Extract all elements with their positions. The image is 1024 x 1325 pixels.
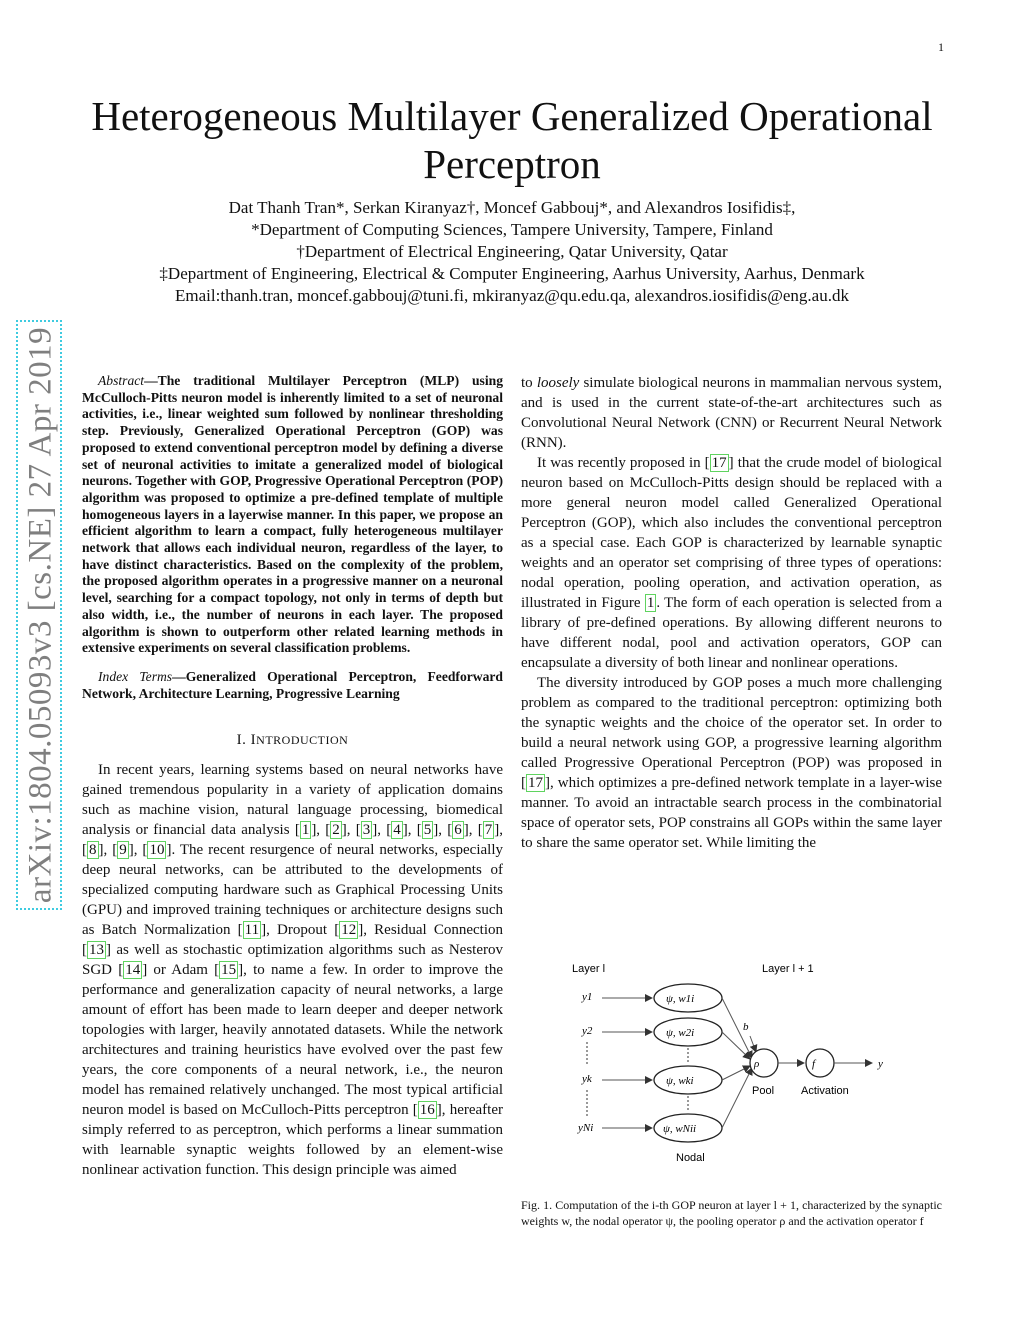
right-text-emphasis: loosely xyxy=(536,375,580,391)
output-label: y xyxy=(878,1058,883,1070)
left-column xyxy=(82,373,503,1180)
abstract-label: Abstract xyxy=(98,373,145,388)
arxiv-stamp xyxy=(16,320,66,910)
right-column xyxy=(521,373,942,853)
index-terms-text: —Generalized Operational Perceptron, Feedforward Network, Architecture Learning, Progressive Learning xyxy=(82,668,503,701)
intro-text-1: In recent years, learning systems based on neural networks have gained tremendous popularity in a variety of application domains such as machine vision, natural language processing, biomedical analysis or financial data analysis xyxy=(82,762,503,839)
citation-15[interactable]: 15 xyxy=(221,962,237,979)
caption-text: Computation of the i-th GOP neuron at layer l + 1, characterized by the synaptic weights w, the nodal operator ψ, the pooling operator ρ and the activation operator f xyxy=(521,1198,943,1228)
right-text-3a: The diversity introduced by GOP poses a much more challenging problem as compared to the traditional perceptron: optimizing both the synaptic weights and the choice of the operator set. In order to build a neural network using GOP, a progressive learning algorithm called Progressive Operational Perceptron (POP) was proposed in xyxy=(521,675,942,771)
index-terms xyxy=(82,669,503,702)
nodal-label: Nodal xyxy=(676,1152,705,1164)
right-text-2c: . The form of each operation is selected from a library of pre-defined operations. By allowing different neurons to have different nodal, pool and activation operators, GOP can encapsulate a diversity of both linear and nonlinear operations. xyxy=(521,595,942,671)
author-block xyxy=(80,197,944,307)
citation-3[interactable]: 3 xyxy=(362,822,371,839)
affiliation-qatar: †Department of Electrical Engineering, Qatar University, Qatar xyxy=(296,242,728,261)
nodal-label-1: ψ, w1i xyxy=(666,993,695,1005)
input-yk: yk xyxy=(582,1073,592,1085)
layer-l1-label: Layer l + 1 xyxy=(762,963,814,975)
nodal-label-2: ψ, w2i xyxy=(666,1027,695,1039)
section-title-first-letter: I xyxy=(250,732,257,749)
intro-text-5: as well as stochastic optimization algorithms such as Nesterov SGD xyxy=(82,942,503,979)
citation-17[interactable]: 17 xyxy=(711,455,727,471)
bias-label: b xyxy=(743,1021,749,1033)
intro-text-6: or Adam xyxy=(147,962,215,979)
citation-16[interactable]: 16 xyxy=(419,1102,435,1119)
citation-6[interactable]: 6 xyxy=(454,822,462,839)
right-text-1a: to xyxy=(521,375,537,391)
edge-bias-pool xyxy=(750,1036,756,1052)
input-y2: y2 xyxy=(582,1025,593,1037)
intro-paragraph: In recent years, learning systems based on neural networks have gained tremendous popularity in a variety of application domains such as machine vision, natural language processing, biomedical analysis or financial data analysis [ 1 ], [ 2 ], [ 3 ], [ 4 ], [ 5 ], [ 6 ], [ 7 ], [ 8 ], [ 9 ], [ 10 ]. The recent resurgence of neural networks, especially deep neural networks, can be attributed to the developments of specialized computing hardware such as Graphical Processing Units (GPU) and improved training techniques or architecture designs such as Batch Normalization [ 11 ], Dropout [ 12 ], Residual Connection [ 13 ] as well as stochastic optimization algorithms such as Nesterov SGD [ 14 ] or Adam [ 15 ], to name a few. In order to improve the performance and generalization capacity of neural networks, a large amount of effort has been made to learn deeper and deeper network topologies with larger, heavily annotated datasets. While the network architectures and training heuristics have evolved over the past few years, the core components of a neural network, i.e., the neuron model has remained relatively unchanged. The most typical artificial neuron model is based on McCulloch-Pitts perceptron [ 16 ], hereafter simply referred to as perceptron, which performs a linear summation with learnable synaptic weights followed by an element-wise nonlinear activation function. This design principle was aimed xyxy=(82,762,504,1179)
input-y1: y1 xyxy=(582,991,593,1003)
affiliation-aarhus: ‡Department of Engineering, Electrical & Computer Engineering, Aarhus University, Aarhus, Denmark xyxy=(159,264,865,283)
gop-neuron-diagram xyxy=(540,958,930,1168)
right-text-3b: , which optimizes a pre-defined network template in a layer-wise manner. To avoid an intractable search process in the combinatorial space of operator sets, POP constrains all GOPs within the same layer to share the same operator set. While limiting the xyxy=(521,775,942,851)
right-text-1b: simulate biological neurons in mammalian nervous system, and is used in the current state-of-the-art architectures such as Convolutional Neural Network (CNN) or Recurrent Neural Network (RNN). xyxy=(521,375,942,451)
section-number: I. xyxy=(236,732,247,749)
input-yNi: yNi xyxy=(578,1122,594,1134)
nodal-label-k: ψ, wki xyxy=(666,1075,694,1087)
intro-text-8: , hereafter simply referred to as perceptron, which performs a linear summation with learnable synaptic weights followed by an element-wise nonlinear activation function. This design principle was aimed xyxy=(82,1102,503,1179)
edge-nodek-pool xyxy=(722,1066,750,1080)
abstract-text: —The traditional Multilayer Perceptron (MLP) using McCulloch-Pitts neuron model is inherently limited to a set of neuronal activities, i.e., linear weighted sum followed by nonlinear thresholding step. Previously, Generalized Operational Perceptron (GOP) was proposed to extend conventional perceptron model by defining a diverse set of neuronal activities to imitate a generalized model of biological neurons. Together with GOP, Progressive Operational Perceptron (POP) algorithm was proposed to optimize a pre-defined template of multiple homogeneous layers in a layerwise manner. In this paper, we propose an efficient algorithm to learn a compact, fully heterogeneous multilayer network that allows each individual neuron, regardless of the layer, to have distinct characteristics. Based on the complexity of the problem, the proposed algorithm operates in a progressive manner on a neuronal level, searching for a compact topology, not only in terms of depth but also width, i.e., the number of neurons in each layer. The proposed algorithm is shown to outperform other related learning methods in extensive experiments on several classification problems. xyxy=(82,373,503,656)
paper-title xyxy=(80,92,944,188)
citation-14[interactable]: 14 xyxy=(125,962,141,979)
citation-4[interactable]: 4 xyxy=(393,822,401,839)
section-heading-introduction xyxy=(82,730,503,750)
citation-1[interactable]: 1 xyxy=(301,822,310,839)
citation-13[interactable]: 13 xyxy=(89,942,104,959)
affiliation-tampere: *Department of Computing Sciences, Tampere University, Tampere, Finland xyxy=(251,220,773,239)
page-number: 1 xyxy=(938,40,944,54)
right-text-2a: It was recently proposed in xyxy=(537,455,705,471)
intro-text-3: , Dropout xyxy=(266,922,335,939)
intro-text-4: , Residual Connection xyxy=(363,922,503,939)
title-line-1: Heterogeneous Multilayer Generalized Operational xyxy=(91,93,933,139)
right-text-2b: that the crude model of biological neuron based on McCulloch-Pitts design should be replaced with a more general neuron model called Generalized Operational Perceptron (GOP), which also includes the conventional perceptron as a special case. Each GOP is characterized by learnable synaptic weights and an operator set comprising of three types of operations: nodal operation, pooling operation, and activation operation, as illustrated in Figure xyxy=(521,455,942,611)
right-paragraph-2: It was recently proposed in [ 17 ] that the crude model of biological neuron based on McCulloch-Pitts design should be replaced with a more general neuron model called Generalized Operational Perceptron (GOP), which also includes the conventional perceptron as a special case. Each GOP is characterized by learnable synaptic weights and an operator set comprising of three types of operations: nodal operation, pooling operation, and activation operation, as illustrated in Figure 1 . The form of each operation is selected from a library of pre-defined operations. By allowing different neurons to have different nodal, pool and activation operators, GOP can encapsulate a diversity of both linear and nonlinear operations. xyxy=(521,455,942,671)
citation-2[interactable]: 2 xyxy=(332,822,340,839)
right-paragraph-3: The diversity introduced by GOP poses a much more challenging problem as compared to the traditional perceptron: optimizing both the synaptic weights and the choice of the operator set. In order to build a neural network using GOP, a progressive learning algorithm called Progressive Operational Perceptron (POP) was proposed in [ 17 ], which optimizes a pre-defined network template in a layer-wise manner. To avoid an intractable search process in the combinatorial space of operator sets, POP constrains all GOPs within the same layer to share the same operator set. While limiting the xyxy=(521,675,942,851)
author-names: Dat Thanh Tran*, Serkan Kiranyaz†, Moncef Gabbouj*, and Alexandros Iosifidis‡, xyxy=(228,198,796,217)
abstract xyxy=(82,373,503,657)
citation-9[interactable]: 9 xyxy=(119,842,127,859)
citation-17-second[interactable]: 17 xyxy=(528,775,543,791)
title-line-2: Perceptron xyxy=(423,141,601,187)
edge-nodeNi-pool xyxy=(722,1068,752,1128)
right-paragraph-1 xyxy=(521,373,942,453)
citation-5[interactable]: 5 xyxy=(423,822,432,839)
activation-symbol: f xyxy=(812,1058,816,1070)
citation-10[interactable]: 10 xyxy=(149,842,165,859)
author-emails: Email:thanh.tran, moncef.gabbouj@tuni.fi, mkiranyaz@qu.edu.qa, alexandros.iosifidis@eng.au.dk xyxy=(175,286,849,305)
layer-l-label: Layer l xyxy=(572,963,606,975)
activation-node xyxy=(806,1049,834,1077)
pool-symbol: ρ xyxy=(754,1058,760,1070)
intro-text-7: , to name a few. In order to improve the performance and generalization capacity of neural networks, a large amount of effort has been made to learn deeper and deeper network topologies with larger, heavily annotated datasets. While the network architectures and training heuristics have evolved over the past few years, the core components of a neural network, i.e., the neuron model has remained relatively unchanged. The most typical artificial neuron model is based on McCulloch-Pitts perceptron xyxy=(82,962,503,1119)
nodal-label-Ni: ψ, wNii xyxy=(663,1123,697,1135)
caption-label: Fig. 1. xyxy=(521,1198,553,1212)
activation-label: Activation xyxy=(801,1085,849,1097)
pool-label: Pool xyxy=(752,1085,775,1097)
citation-8[interactable]: 8 xyxy=(89,842,97,859)
section-title-rest: NTRODUCTION xyxy=(256,733,349,748)
figure-1-link[interactable]: 1 xyxy=(646,595,655,611)
intro-text-2: . The recent resurgence of neural networks, especially deep neural networks, can be attributed to the developments of specialized computing hardware such as Graphical Processing Units (GPU) and improved training techniques or architecture designs such as Batch Normalization xyxy=(82,842,504,939)
citation-12[interactable]: 12 xyxy=(341,922,357,939)
citation-7[interactable]: 7 xyxy=(484,822,493,839)
figure-caption xyxy=(521,1197,942,1229)
citation-11[interactable]: 11 xyxy=(244,922,260,939)
arxiv-stamp-text: arXiv:1804.05093v3 [cs.NE] 27 Apr 2019 xyxy=(22,326,59,904)
index-terms-label: Index Terms xyxy=(98,668,173,684)
